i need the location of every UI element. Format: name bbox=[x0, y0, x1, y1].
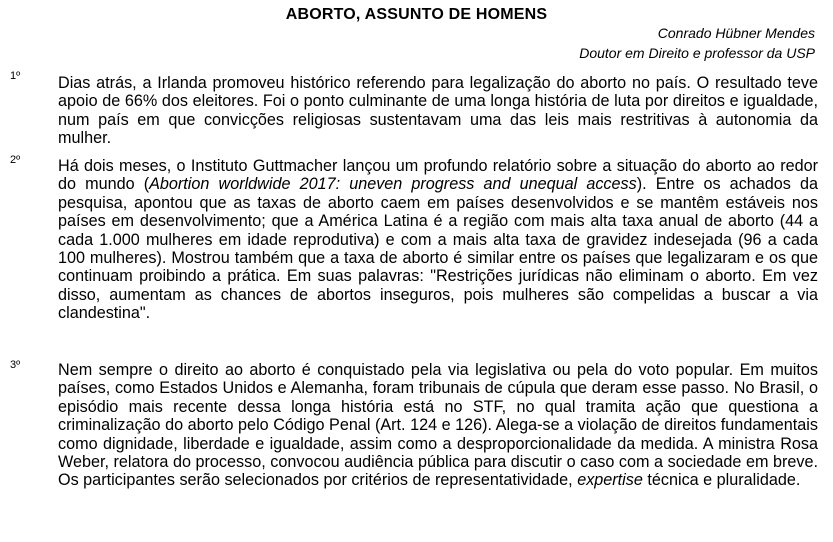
paragraph-3-text: Nem sempre o direito ao aborto é conquistado pela via legislativa ou pela do voto popular. Em muitos países, como Estados Unidos e Alemanha, foram tribunais de cúpula que deram esse passo. No Brasil, o episódio mais recente dessa longa história está no STF, no qual tramita ação que questiona a criminalização do aborto pelo Código Penal (Art. 124 e 126). Alega-se a violação de direitos fundamentais como dignidade, liberdade e igualdade, assim como a desproporcionalidade da medida. A ministra Rosa Weber, relatora do processo, convocou audiência pública para discutir o caso com a sociedade em breve. Os participantes serão selecionados por critérios de representatividade, bbox=[58, 361, 818, 490]
paragraph-1-text: Dias atrás, a Irlanda promoveu histórico referendo para legalização do aborto no país. O resultado teve apoio de 66% dos eleitores. Foi o ponto culminante de uma longa história de luta por direitos e igualdade, num país em que convicções religiosas sustentavam uma das leis mais restritivas à autonomia da mulher. bbox=[58, 74, 818, 148]
paragraph-2 bbox=[58, 157, 818, 323]
author-block bbox=[579, 23, 815, 63]
author-name: Conrado Hübner Mendes bbox=[657, 25, 815, 41]
article-title: ABORTO, ASSUNTO DE HOMENS bbox=[285, 6, 548, 23]
expertise-italic: expertise bbox=[577, 471, 643, 490]
paragraph-number: 2º bbox=[10, 154, 21, 166]
paragraph-2-text: ). Entre os achados da pesquisa, apontou que as taxas de aborto caem em países desenvolvidos e se mantêm estáveis nos países em desenvolvimento; que a América Latina é a região com mais alta taxa anual de aborto (44 a cada 1.000 mulheres em idade reprodutiva) e com a mais alta taxa de gravidez indesejada (96 a cada 100 mulheres). Mostrou também que a taxa de aborto é similar entre os países que legalizaram e os que continuam proibindo a prática. Em suas palavras: "Restrições jurídicas não eliminam o aborto. Em vez disso, aumentam as chances de abortos inseguros, pois mulheres são compelidas a buscar a via clandestina". bbox=[58, 175, 818, 323]
author-role: Doutor em Direito e professor da USP bbox=[579, 45, 815, 61]
paragraph-1 bbox=[58, 74, 818, 148]
paragraph-3 bbox=[58, 361, 818, 490]
paragraph-number: 3º bbox=[10, 359, 21, 371]
report-title-italic: Abortion worldwide 2017: uneven progress and unequal access bbox=[149, 175, 637, 194]
paragraph-3-text: técnica e pluralidade. bbox=[642, 471, 801, 490]
paragraph-2-text: Há dois meses, o Instituto Guttmacher lançou um profundo relatório sobre a situação do aborto ao redor do mundo ( bbox=[58, 157, 818, 194]
paragraph-number: 1º bbox=[10, 70, 21, 82]
